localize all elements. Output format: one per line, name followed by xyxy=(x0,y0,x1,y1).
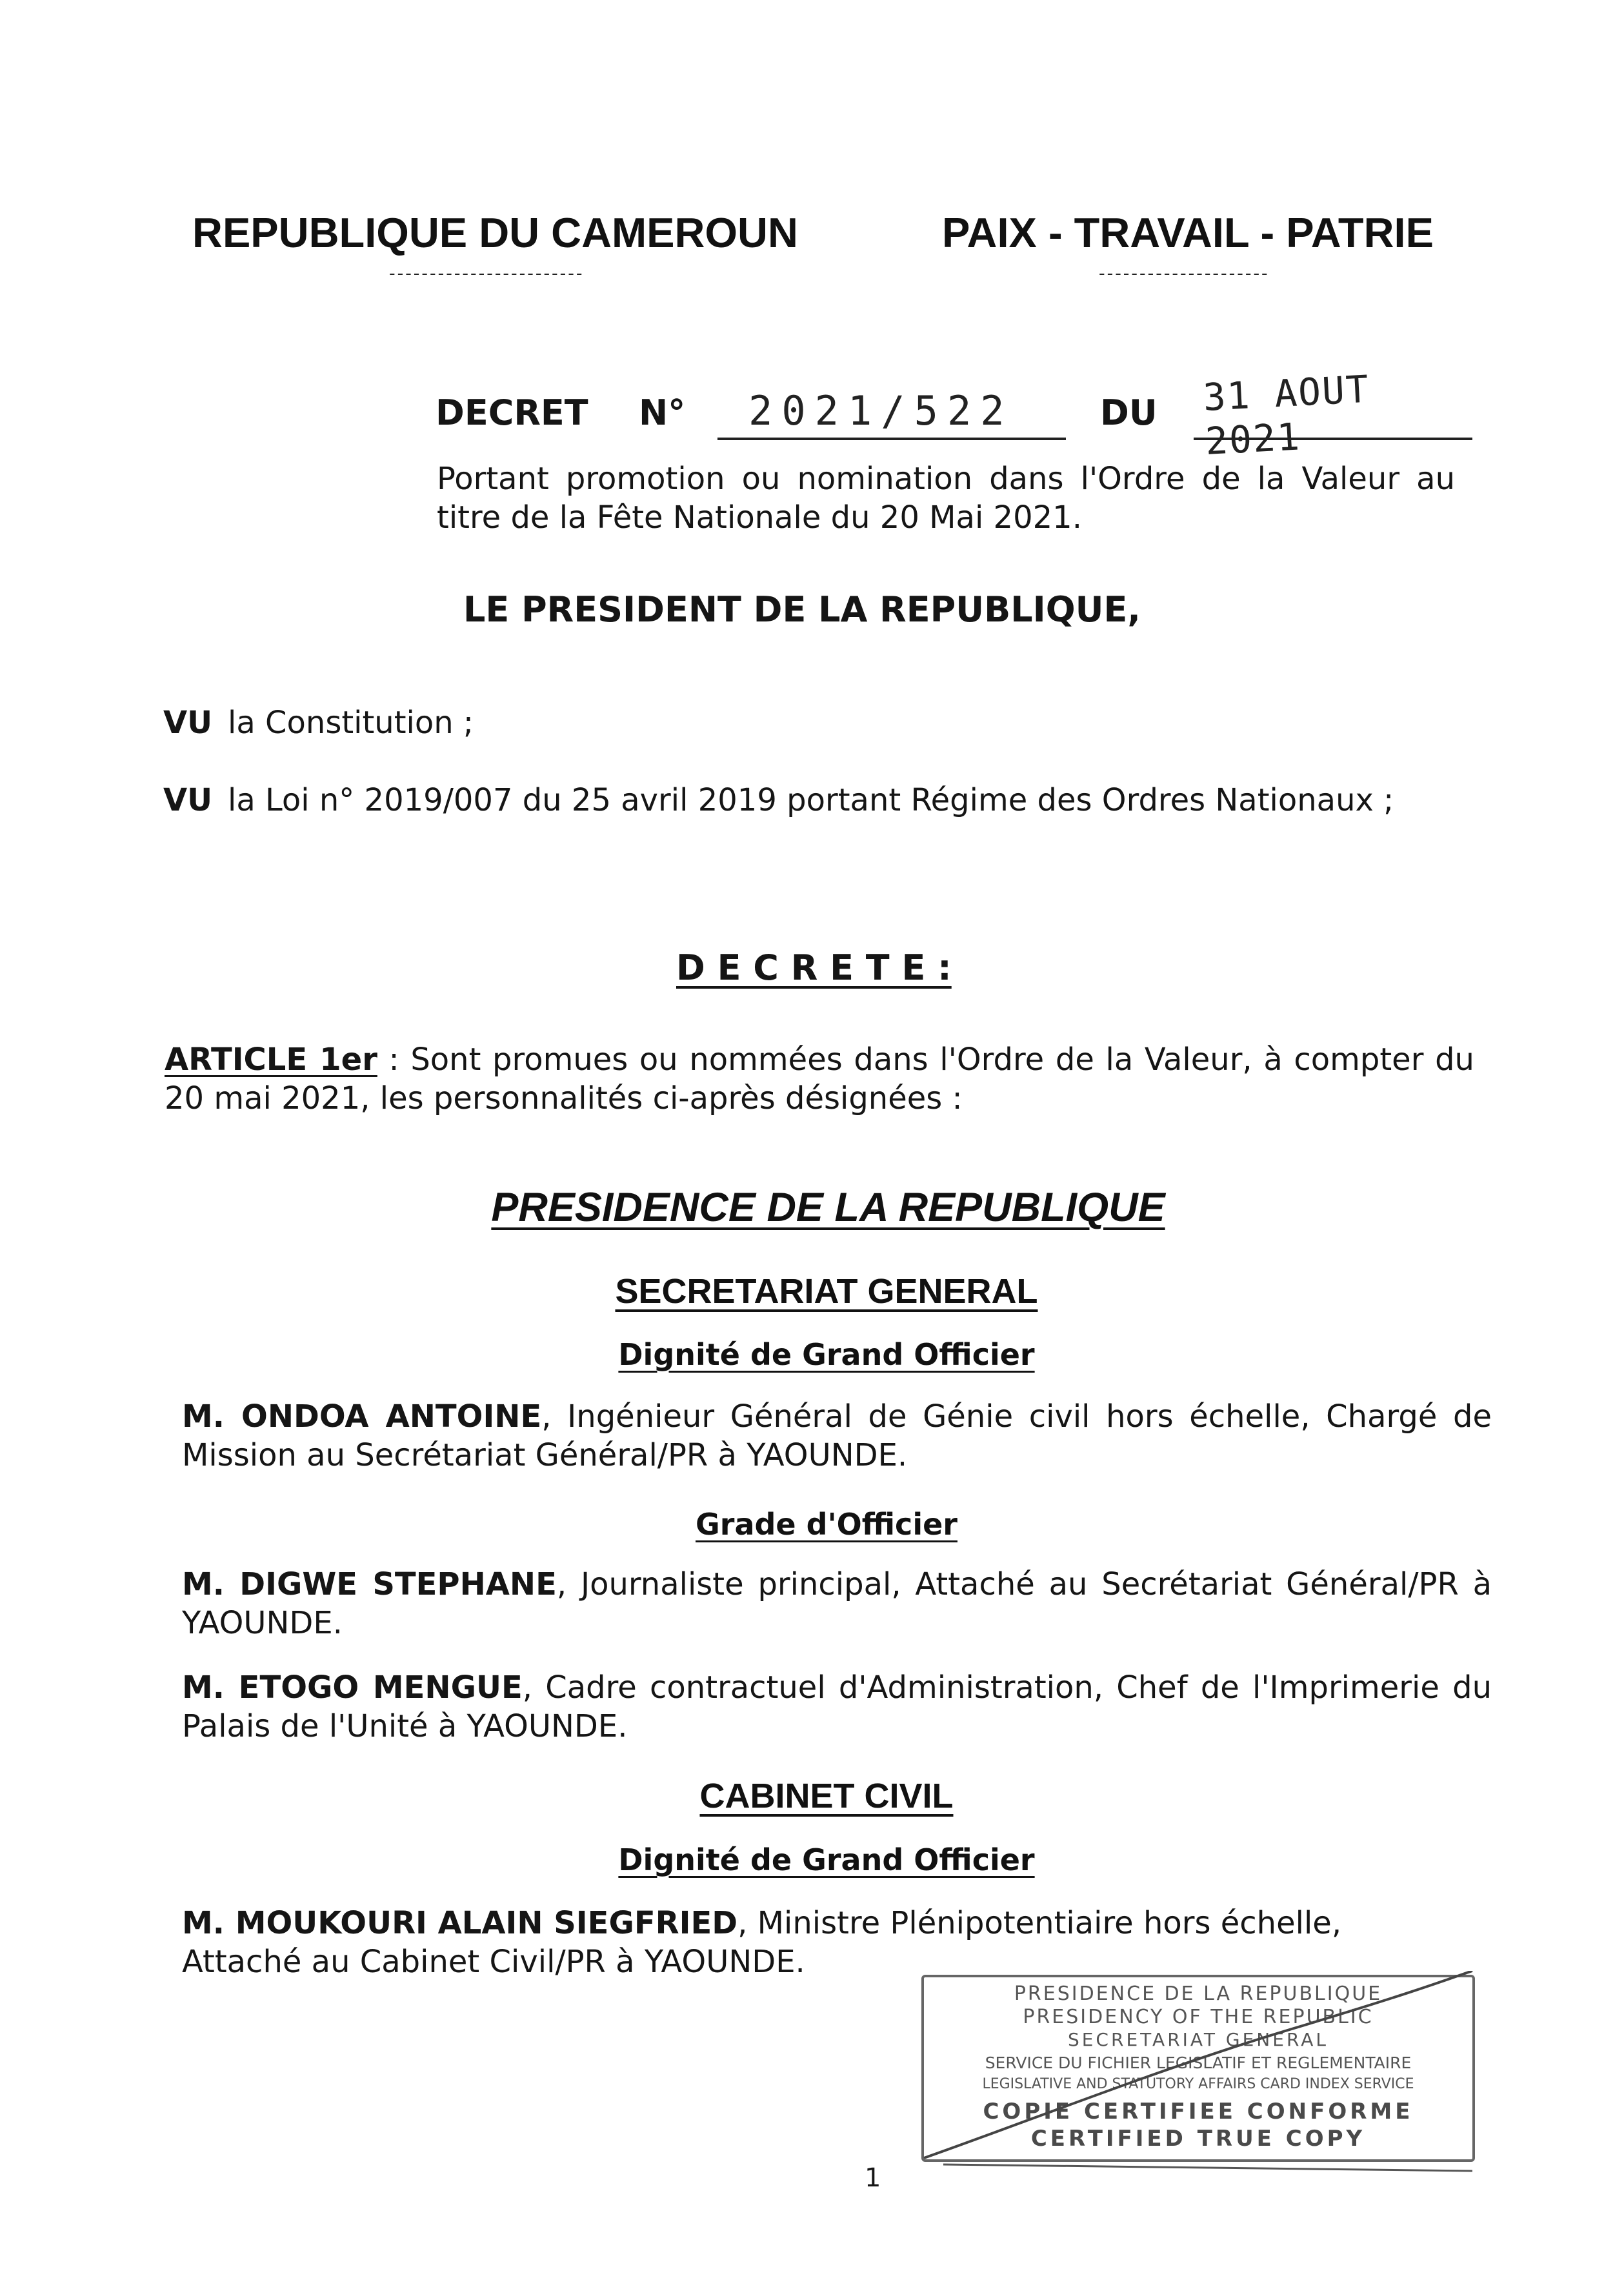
list-item xyxy=(182,1565,1492,1642)
stamp-line: CERTIFIED TRUE COPY xyxy=(1030,2126,1366,2152)
article-1-label: ARTICLE 1er xyxy=(165,1042,377,1078)
stamp-line: LEGISLATIVE AND STATUTORY AFFAIRS CARD INDEX SERVICE xyxy=(982,2076,1414,2092)
grade-title: Dignité de Grand Officier xyxy=(618,1337,1035,1372)
certification-stamp xyxy=(921,1975,1475,2162)
decree-subject: Portant promotion ou nomination dans l'Ordre de la Valeur au titre de la Fête Nationale du 20 Mai 2021. xyxy=(437,461,1455,536)
page-number: 1 xyxy=(865,2163,881,2193)
decree-number: 2021/522 xyxy=(748,387,1014,434)
list-item xyxy=(182,1397,1492,1475)
vu-label: VU xyxy=(163,782,213,818)
person-description: , Ingénieur Général de Génie civil hors échelle, Chargé de Mission au Secrétariat Général/PR à YAOUNDE. xyxy=(182,1398,1492,1473)
person-name: M. ETOGO MENGUE xyxy=(182,1670,523,1706)
subsection-title: CABINET CIVIL xyxy=(699,1777,954,1815)
stamp-line: COPIE CERTIFIEE CONFORME xyxy=(983,2099,1414,2124)
person-name: M. DIGWE STEPHANE xyxy=(182,1566,557,1602)
decree-date-field xyxy=(1194,367,1472,463)
decree-date-label: DU xyxy=(1100,392,1158,433)
president-heading: LE PRESIDENT DE LA REPUBLIQUE, xyxy=(463,589,1141,630)
decree-number-field xyxy=(717,382,1066,440)
stamp-line: SERVICE DU FICHIER LEGISLATIF ET REGLEMENTAIRE xyxy=(985,2053,1412,2072)
vu-text: la Constitution ; xyxy=(228,705,474,741)
person-description: , Journaliste principal, Attaché au Secrétariat Général/PR à YAOUNDE. xyxy=(182,1566,1492,1641)
decrete-heading: D E C R E T E : xyxy=(676,947,952,988)
article-1 xyxy=(165,1040,1474,1118)
person-description: , Ministre Plénipotentiaire hors échelle, Attaché au Cabinet Civil/PR à YAOUNDE. xyxy=(182,1905,1342,1980)
motto-divider: --------------------- xyxy=(1097,265,1268,284)
decree-number-label: N° xyxy=(639,392,686,433)
republic-title: REPUBLIQUE DU CAMEROUN xyxy=(192,209,798,256)
grade-title: Dignité de Grand Officier xyxy=(618,1842,1035,1877)
vu-label: VU xyxy=(163,705,213,741)
person-name: M. ONDOA ANTOINE xyxy=(182,1398,542,1435)
vu-item xyxy=(163,703,474,742)
stamp-line: SECRETARIAT GENERAL xyxy=(1067,2029,1329,2050)
decree-date: 31 AOUT 2021 xyxy=(1201,367,1371,463)
decree-label: DECRET xyxy=(436,392,588,433)
stamp-line: PRESIDENCE DE LA REPUBLIQUE xyxy=(1014,1982,1383,2005)
subsection-title: SECRETARIAT GENERAL xyxy=(615,1272,1038,1311)
person-name: M. MOUKOURI ALAIN SIEGFRIED xyxy=(182,1905,738,1941)
grade-title: Grade d'Officier xyxy=(696,1507,957,1542)
stamp-signature-stroke xyxy=(905,1971,1498,2177)
stamp-line: PRESIDENCY OF THE REPUBLIC xyxy=(1023,2006,1374,2028)
person-description: , Cadre contractuel d'Administration, Chef de l'Imprimerie du Palais de l'Unité à YAOUNDE. xyxy=(182,1670,1492,1744)
motto: PAIX - TRAVAIL - PATRIE xyxy=(942,209,1434,256)
republic-title-divider: ------------------------ xyxy=(387,265,583,284)
vu-text: la Loi n° 2019/007 du 25 avril 2019 portant Régime des Ordres Nationaux ; xyxy=(228,782,1394,818)
section-title: PRESIDENCE DE LA REPUBLIQUE xyxy=(491,1185,1165,1230)
article-1-text: : Sont promues ou nommées dans l'Ordre de la Valeur, à compter du 20 mai 2021, les personnalités ci-après désignées : xyxy=(165,1042,1474,1116)
vu-item xyxy=(163,781,1394,820)
list-item xyxy=(182,1904,1408,1981)
list-item xyxy=(182,1668,1492,1746)
